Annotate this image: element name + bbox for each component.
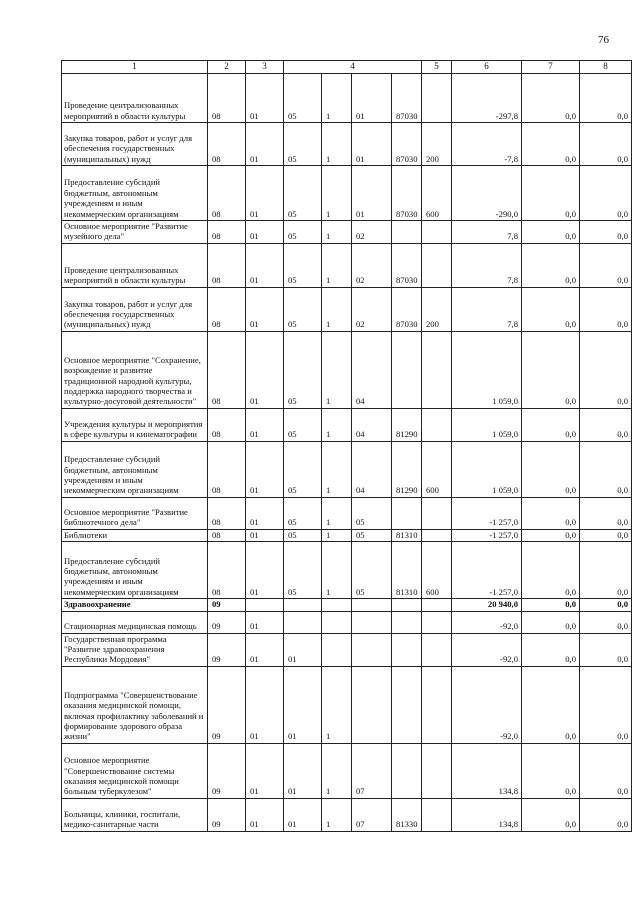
row-name-cell: Основное мероприятие "Развитие музейного дела": [62, 221, 208, 244]
table-row: [62, 529, 632, 541]
row-name-cell: Закупка товаров, работ и услуг для обеспечения государственных (муниципальных) нужд: [62, 123, 208, 166]
table-row: [62, 123, 632, 166]
program-code-cell: 05: [284, 287, 322, 331]
amount-second-year-cell: 0,0: [580, 798, 632, 831]
amount-cell: 7,8: [452, 243, 522, 287]
event-code-cell: 02: [352, 243, 392, 287]
amount-cell: -92,0: [452, 611, 522, 633]
amount-next-year-cell: 0,0: [522, 599, 580, 611]
section-code-cell: 09: [208, 611, 246, 633]
subprogram-code-cell: 1: [322, 529, 352, 541]
section-code-cell: 08: [208, 331, 246, 408]
row-name-cell: Основное мероприятие "Развитие библиотечного дела": [62, 497, 208, 529]
expense-type-cell: 600: [422, 441, 452, 497]
section-code-cell: 08: [208, 441, 246, 497]
amount-second-year-cell: 0,0: [580, 166, 632, 221]
event-code-cell: [352, 633, 392, 666]
program-code-cell: 01: [284, 666, 322, 743]
amount-next-year-cell: 0,0: [522, 529, 580, 541]
direction-code-cell: [392, 611, 422, 633]
row-name-cell: Предоставление субсидий бюджетным, автономным учреждениям и иным некоммерческим организациям: [62, 542, 208, 599]
subprogram-code-cell: 1: [322, 408, 352, 441]
program-code-cell: 05: [284, 123, 322, 166]
row-name-cell: Предоставление субсидий бюджетным, автономным учреждениям и иным некоммерческим организациям: [62, 441, 208, 497]
expense-type-cell: [422, 331, 452, 408]
amount-next-year-cell: 0,0: [522, 331, 580, 408]
section-code-cell: 08: [208, 408, 246, 441]
program-code-cell: 05: [284, 166, 322, 221]
subsection-code-cell: 01: [246, 331, 284, 408]
subprogram-code-cell: 1: [322, 441, 352, 497]
program-code-cell: 05: [284, 441, 322, 497]
amount-cell: -1 257,0: [452, 529, 522, 541]
amount-second-year-cell: 0,0: [580, 74, 632, 123]
table-row: [62, 74, 632, 123]
subprogram-code-cell: 1: [322, 666, 352, 743]
table-row: [62, 497, 632, 529]
subsection-code-cell: 01: [246, 166, 284, 221]
table-row: [62, 221, 632, 244]
section-code-cell: 08: [208, 123, 246, 166]
section-code-cell: 08: [208, 287, 246, 331]
direction-code-cell: 87030: [392, 243, 422, 287]
row-name-cell: Здравоохранение: [62, 599, 208, 611]
table-row: [62, 441, 632, 497]
program-code-cell: [284, 611, 322, 633]
subsection-code-cell: 01: [246, 743, 284, 798]
header-col-8: 8: [580, 61, 632, 74]
subprogram-code-cell: 1: [322, 123, 352, 166]
expense-type-cell: 200: [422, 287, 452, 331]
row-name-cell: Основное мероприятие "Совершенствование системы оказания медицинской помощи больным туберкулезом": [62, 743, 208, 798]
amount-second-year-cell: 0,0: [580, 331, 632, 408]
program-code-cell: 05: [284, 529, 322, 541]
event-code-cell: 07: [352, 798, 392, 831]
table-row: [62, 408, 632, 441]
direction-code-cell: 87030: [392, 123, 422, 166]
subsection-code-cell: 01: [246, 611, 284, 633]
event-code-cell: [352, 611, 392, 633]
table-row: [62, 633, 632, 666]
program-code-cell: 01: [284, 743, 322, 798]
subsection-code-cell: 01: [246, 287, 284, 331]
table-row: [62, 287, 632, 331]
table-row: [62, 666, 632, 743]
program-code-cell: 05: [284, 542, 322, 599]
program-code-cell: [284, 599, 322, 611]
section-code-cell: 09: [208, 798, 246, 831]
subprogram-code-cell: [322, 599, 352, 611]
amount-second-year-cell: 0,0: [580, 221, 632, 244]
expense-type-cell: [422, 529, 452, 541]
amount-cell: -92,0: [452, 633, 522, 666]
table-row: [62, 798, 632, 831]
event-code-cell: 04: [352, 441, 392, 497]
event-code-cell: 05: [352, 542, 392, 599]
event-code-cell: 05: [352, 529, 392, 541]
row-name-cell: Предоставление субсидий бюджетным, автономным учреждениям и иным некоммерческим организациям: [62, 166, 208, 221]
amount-cell: 134,8: [452, 798, 522, 831]
amount-second-year-cell: 0,0: [580, 743, 632, 798]
event-code-cell: [352, 599, 392, 611]
subsection-code-cell: 01: [246, 666, 284, 743]
amount-next-year-cell: 0,0: [522, 166, 580, 221]
expense-type-cell: [422, 497, 452, 529]
header-col-7: 7: [522, 61, 580, 74]
header-col-3: 3: [246, 61, 284, 74]
section-code-cell: 08: [208, 529, 246, 541]
subsection-code-cell: 01: [246, 441, 284, 497]
amount-second-year-cell: 0,0: [580, 408, 632, 441]
subprogram-code-cell: 1: [322, 243, 352, 287]
amount-next-year-cell: 0,0: [522, 666, 580, 743]
program-code-cell: 05: [284, 221, 322, 244]
direction-code-cell: [392, 221, 422, 244]
subsection-code-cell: 01: [246, 408, 284, 441]
amount-cell: 134,8: [452, 743, 522, 798]
subprogram-code-cell: 1: [322, 331, 352, 408]
subprogram-code-cell: 1: [322, 166, 352, 221]
direction-code-cell: [392, 599, 422, 611]
expense-type-cell: 600: [422, 542, 452, 599]
row-name-cell: Проведение централизованных мероприятий в области культуры: [62, 243, 208, 287]
subsection-code-cell: 01: [246, 798, 284, 831]
subprogram-code-cell: 1: [322, 743, 352, 798]
header-row: [62, 61, 632, 74]
amount-next-year-cell: 0,0: [522, 74, 580, 123]
amount-next-year-cell: 0,0: [522, 221, 580, 244]
row-name-cell: Проведение централизованных мероприятий в области культуры: [62, 74, 208, 123]
subsection-code-cell: 01: [246, 497, 284, 529]
direction-code-cell: 81310: [392, 542, 422, 599]
amount-next-year-cell: 0,0: [522, 633, 580, 666]
amount-next-year-cell: 0,0: [522, 743, 580, 798]
amount-second-year-cell: 0,0: [580, 497, 632, 529]
row-name-cell: Подпрограмма "Совершенствование оказания медицинской помощи, включая профилактику заболеваний и формирование здорового образа жизни": [62, 666, 208, 743]
direction-code-cell: [392, 633, 422, 666]
expense-type-cell: [422, 611, 452, 633]
amount-next-year-cell: 0,0: [522, 408, 580, 441]
row-name-cell: Библиотеки: [62, 529, 208, 541]
table-row: [62, 743, 632, 798]
amount-next-year-cell: 0,0: [522, 123, 580, 166]
subprogram-code-cell: 1: [322, 74, 352, 123]
direction-code-cell: 81290: [392, 441, 422, 497]
amount-second-year-cell: 0,0: [580, 542, 632, 599]
expense-type-cell: [422, 798, 452, 831]
event-code-cell: 02: [352, 221, 392, 244]
amount-second-year-cell: 0,0: [580, 243, 632, 287]
subsection-code-cell: 01: [246, 74, 284, 123]
amount-cell: -1 257,0: [452, 542, 522, 599]
section-code-cell: 08: [208, 221, 246, 244]
table-row: [62, 166, 632, 221]
event-code-cell: 02: [352, 287, 392, 331]
subsection-code-cell: 01: [246, 123, 284, 166]
subprogram-code-cell: [322, 633, 352, 666]
amount-second-year-cell: 0,0: [580, 599, 632, 611]
amount-cell: 1 059,0: [452, 408, 522, 441]
budget-table: [61, 60, 632, 832]
direction-code-cell: 87030: [392, 166, 422, 221]
amount-cell: 7,8: [452, 221, 522, 244]
amount-second-year-cell: 0,0: [580, 441, 632, 497]
subprogram-code-cell: 1: [322, 798, 352, 831]
amount-second-year-cell: 0,0: [580, 633, 632, 666]
amount-next-year-cell: 0,0: [522, 611, 580, 633]
amount-cell: 7,8: [452, 287, 522, 331]
row-name-cell: Государственная программа "Развитие здравоохранения Республики Мордовия": [62, 633, 208, 666]
amount-cell: -297,8: [452, 74, 522, 123]
amount-second-year-cell: 0,0: [580, 611, 632, 633]
page-number: 76: [598, 34, 609, 46]
program-code-cell: 05: [284, 497, 322, 529]
direction-code-cell: 81290: [392, 408, 422, 441]
event-code-cell: 07: [352, 743, 392, 798]
budget-table-wrapper: [61, 60, 632, 832]
row-name-cell: Стационарная медицинская помощь: [62, 611, 208, 633]
subsection-code-cell: 01: [246, 529, 284, 541]
direction-code-cell: 87030: [392, 287, 422, 331]
expense-type-cell: [422, 666, 452, 743]
section-code-cell: 08: [208, 497, 246, 529]
expense-type-cell: 200: [422, 123, 452, 166]
section-code-cell: 09: [208, 633, 246, 666]
header-col-5: 5: [422, 61, 452, 74]
table-row: [62, 542, 632, 599]
amount-cell: 1 059,0: [452, 331, 522, 408]
subprogram-code-cell: 1: [322, 497, 352, 529]
amount-cell: -92,0: [452, 666, 522, 743]
expense-type-cell: [422, 74, 452, 123]
amount-next-year-cell: 0,0: [522, 798, 580, 831]
subsection-code-cell: 01: [246, 221, 284, 244]
subsection-code-cell: [246, 599, 284, 611]
subprogram-code-cell: 1: [322, 221, 352, 244]
program-code-cell: 05: [284, 74, 322, 123]
row-name-cell: Основное мероприятие "Сохранение, возрождение и развитие традиционной народной культуры, поддержка народного творчества и культурно-досуговой деятельности": [62, 331, 208, 408]
table-row: [62, 611, 632, 633]
event-code-cell: 04: [352, 408, 392, 441]
direction-code-cell: 87030: [392, 74, 422, 123]
program-code-cell: 05: [284, 243, 322, 287]
program-code-cell: 01: [284, 633, 322, 666]
amount-second-year-cell: 0,0: [580, 529, 632, 541]
expense-type-cell: [422, 633, 452, 666]
section-code-cell: 09: [208, 599, 246, 611]
table-row: [62, 331, 632, 408]
amount-next-year-cell: 0,0: [522, 497, 580, 529]
section-code-cell: 08: [208, 243, 246, 287]
header-col-1: 1: [62, 61, 208, 74]
program-code-cell: 01: [284, 798, 322, 831]
header-col-4: 4: [284, 61, 422, 74]
event-code-cell: [352, 666, 392, 743]
expense-type-cell: [422, 599, 452, 611]
amount-cell: -7,8: [452, 123, 522, 166]
direction-code-cell: 81310: [392, 529, 422, 541]
expense-type-cell: [422, 743, 452, 798]
subsection-code-cell: 01: [246, 243, 284, 287]
event-code-cell: 01: [352, 123, 392, 166]
amount-cell: 1 059,0: [452, 441, 522, 497]
amount-second-year-cell: 0,0: [580, 287, 632, 331]
amount-next-year-cell: 0,0: [522, 441, 580, 497]
program-code-cell: 05: [284, 331, 322, 408]
program-code-cell: 05: [284, 408, 322, 441]
row-name-cell: Закупка товаров, работ и услуг для обеспечения государственных (муниципальных) нужд: [62, 287, 208, 331]
header-col-2: 2: [208, 61, 246, 74]
section-code-cell: 08: [208, 542, 246, 599]
event-code-cell: 05: [352, 497, 392, 529]
section-code-cell: 09: [208, 666, 246, 743]
expense-type-cell: [422, 243, 452, 287]
expense-type-cell: [422, 408, 452, 441]
amount-next-year-cell: 0,0: [522, 542, 580, 599]
row-name-cell: Больницы, клиники, госпитали, медико-санитарные части: [62, 798, 208, 831]
amount-second-year-cell: 0,0: [580, 666, 632, 743]
subprogram-code-cell: 1: [322, 287, 352, 331]
expense-type-cell: [422, 221, 452, 244]
amount-cell: -290,0: [452, 166, 522, 221]
amount-next-year-cell: 0,0: [522, 287, 580, 331]
amount-cell: 20 940,0: [452, 599, 522, 611]
section-code-cell: 08: [208, 166, 246, 221]
amount-cell: -1 257,0: [452, 497, 522, 529]
subprogram-code-cell: 1: [322, 542, 352, 599]
subsection-code-cell: 01: [246, 542, 284, 599]
section-code-cell: 08: [208, 74, 246, 123]
subprogram-code-cell: [322, 611, 352, 633]
event-code-cell: 01: [352, 166, 392, 221]
direction-code-cell: [392, 497, 422, 529]
table-row: [62, 599, 632, 611]
direction-code-cell: [392, 743, 422, 798]
section-code-cell: 09: [208, 743, 246, 798]
event-code-cell: 04: [352, 331, 392, 408]
header-col-6: 6: [452, 61, 522, 74]
direction-code-cell: [392, 666, 422, 743]
row-name-cell: Учреждения культуры и мероприятия в сфере культуры и кинематографии: [62, 408, 208, 441]
table-row: [62, 243, 632, 287]
direction-code-cell: [392, 331, 422, 408]
amount-next-year-cell: 0,0: [522, 243, 580, 287]
amount-second-year-cell: 0,0: [580, 123, 632, 166]
subsection-code-cell: 01: [246, 633, 284, 666]
expense-type-cell: 600: [422, 166, 452, 221]
event-code-cell: 01: [352, 74, 392, 123]
direction-code-cell: 81330: [392, 798, 422, 831]
